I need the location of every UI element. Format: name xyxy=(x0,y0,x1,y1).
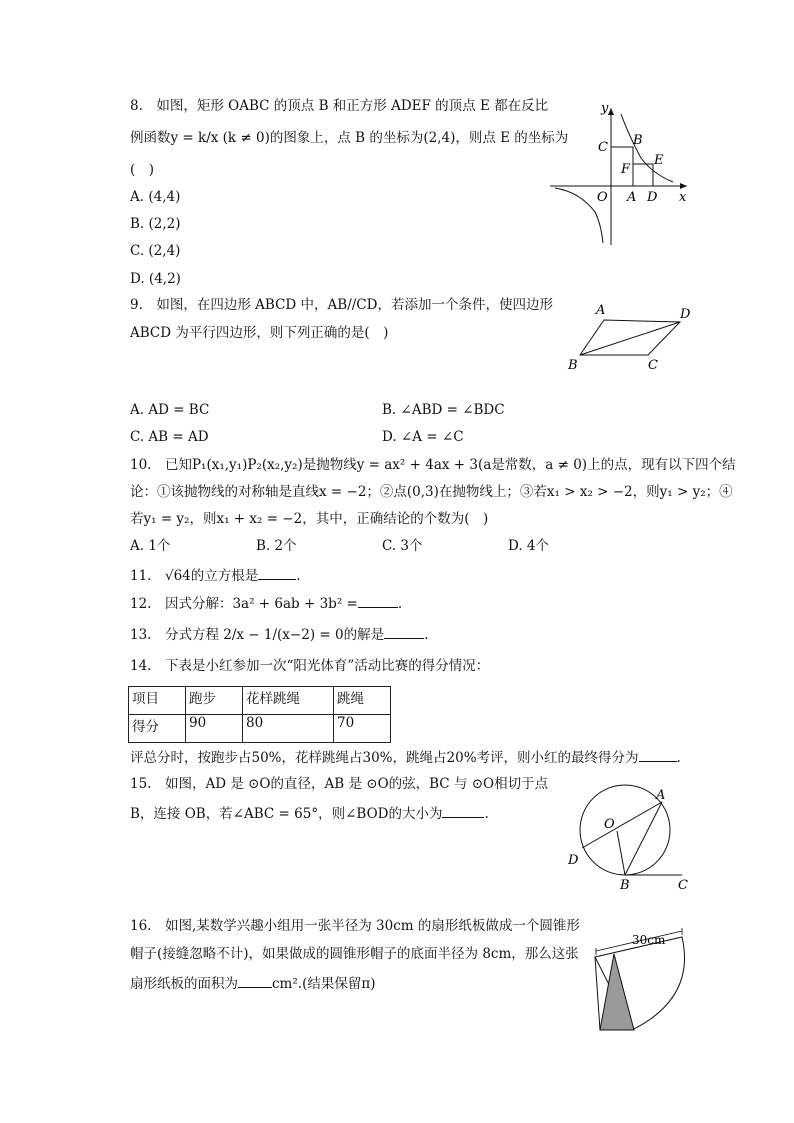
q8-label-d: D xyxy=(647,190,658,205)
q12-text: 12. 因式分解：3a² + 6ab + 3b² = xyxy=(130,596,358,612)
q14-line1: 14. 下表是小红参加一次“阳光体育”活动比赛的得分情况： xyxy=(130,658,490,674)
q8-formula: y = k/x (k ≠ 0) xyxy=(170,130,270,146)
q8-line2 xyxy=(130,130,568,146)
q13-text: 13. 分式方程 2/x − 1/(x−2) = 0的解是 xyxy=(130,627,385,643)
q8-option-a: A. (4,4) xyxy=(130,189,181,205)
q8-line3: ( ) xyxy=(130,162,155,178)
q15-figure xyxy=(560,780,700,895)
q15-label-d: D xyxy=(568,853,579,868)
q10-option-d: D. 4个 xyxy=(508,538,550,554)
q8-label-e: E xyxy=(654,153,664,168)
q14-end: . xyxy=(676,750,681,766)
q9-line2: ABCD 为平行四边形，则下列正确的是( ) xyxy=(130,325,389,341)
score-table xyxy=(128,686,391,743)
q8-line2c: 的图象上，点 B 的坐标为(2,4)，则点 E 的坐标为 xyxy=(269,130,569,146)
q8-label-x: x xyxy=(679,190,687,205)
q14-answer-blank[interactable] xyxy=(639,748,677,762)
q13 xyxy=(130,625,428,643)
q13-answer-blank[interactable] xyxy=(384,625,424,639)
q11-end: . xyxy=(296,568,301,584)
q16-line2: 帽子(接缝忽略不计)，如果做成的圆锥形帽子的底面半径为 8cm，那么这张 xyxy=(130,946,579,962)
q10-line2: 论：①该抛物线的对称轴是直线x = −2；②点(0,3)在抛物线上；③若x₁ > x₂ > −2，则y₁ > y₂；④ xyxy=(130,484,733,500)
table-cell: 90 xyxy=(186,715,243,743)
q16-figure xyxy=(592,920,702,1035)
table-row xyxy=(129,715,391,743)
q16-line1: 16. 如图,某数学兴趣小组用一张半径为 30cm 的扇形纸板做成一个圆锥形 xyxy=(130,918,580,934)
q15-line2-text: B，连接 OB，若∠ABC = 65°，则∠BOD的大小为 xyxy=(130,806,443,822)
q10-option-b: B. 2个 xyxy=(256,538,297,554)
table-header-cell: 跳绳 xyxy=(334,687,391,715)
table-header-cell: 项目 xyxy=(129,687,186,715)
q8-figure xyxy=(545,100,695,250)
q14-line2 xyxy=(130,748,681,766)
q9-label-d: D xyxy=(680,307,691,322)
q8-option-b: B. (2,2) xyxy=(130,216,181,232)
q16-line3-text: 扇形纸板的面积为 xyxy=(130,976,238,992)
table-cell: 得分 xyxy=(129,715,186,743)
q8-option-c: C. (2,4) xyxy=(130,243,181,259)
q9-figure xyxy=(562,300,702,380)
q10-line1: 10. 已知P₁(x₁,y₁)P₂(x₂,y₂)是抛物线y = ax² + 4ax + 3(a是常数，a ≠ 0)上的点，现有以下四个结 xyxy=(130,457,736,473)
q11-text: 11. √64的立方根是 xyxy=(130,568,259,584)
q8-label-a: A xyxy=(627,190,637,205)
q15-label-o: O xyxy=(604,817,615,832)
q9-line1: 9. 如图，在四边形 ABCD 中，AB//CD，若添加一个条件，使四边形 xyxy=(130,297,553,313)
q10-line3: 若y₁ = y₂，则x₁ + x₂ = −2，其中，正确结论的个数为( ) xyxy=(130,511,489,527)
q15-label-c: C xyxy=(678,878,688,893)
table-header-cell: 跑步 xyxy=(186,687,243,715)
q15-label-a: A xyxy=(656,788,666,803)
q9-option-b: B. ∠ABD = ∠BDC xyxy=(382,402,505,418)
q14-line2-text: 评总分时，按跑步占50%，花样跳绳占30%，跳绳占20%考评，则小红的最终得分为 xyxy=(130,750,639,766)
q12-answer-blank[interactable] xyxy=(358,594,398,608)
q11-answer-blank[interactable] xyxy=(258,566,296,580)
q10-option-a: A. 1个 xyxy=(130,538,171,554)
table-cell: 70 xyxy=(334,715,391,743)
q10-option-c: C. 3个 xyxy=(382,538,423,554)
q9-label-a: A xyxy=(596,303,606,318)
table-header-cell: 花样跳绳 xyxy=(243,687,334,715)
q16-label-30cm: 30cm xyxy=(632,933,666,947)
q15-line2 xyxy=(130,804,489,822)
table-row xyxy=(129,687,391,715)
q15-end: . xyxy=(484,806,489,822)
q15-line1: 15. 如图，AD 是 ⊙O的直径，AB 是 ⊙O的弦，BC 与 ⊙O相切于点 xyxy=(130,776,549,792)
q12 xyxy=(130,594,402,612)
q16-line3-end: cm².(结果保留π) xyxy=(272,976,376,992)
q8-line2a: 例函数 xyxy=(130,130,171,146)
q12-end: . xyxy=(397,596,403,612)
q9-label-b: B xyxy=(568,358,578,373)
q16-line3 xyxy=(130,974,375,992)
q13-end: . xyxy=(424,627,429,643)
q11 xyxy=(130,566,301,584)
q8-label-c: C xyxy=(598,140,608,155)
q16-answer-blank[interactable] xyxy=(238,974,272,988)
q9-option-c: C. AB = AD xyxy=(130,429,209,445)
q8-line1: 8. 如图，矩形 OABC 的顶点 B 和正方形 ADEF 的顶点 E 都在反比 xyxy=(130,98,549,114)
q15-answer-blank[interactable] xyxy=(442,804,484,818)
table-cell: 80 xyxy=(243,715,334,743)
q15-label-b: B xyxy=(620,878,630,893)
q8-label-b: B xyxy=(633,133,643,148)
q8-label-f: F xyxy=(621,162,631,177)
q8-label-y: y xyxy=(601,101,609,116)
q8-option-d: D. (4,2) xyxy=(130,271,181,287)
q9-option-a: A. AD = BC xyxy=(130,402,210,418)
q9-option-d: D. ∠A = ∠C xyxy=(382,429,464,445)
q8-label-o: O xyxy=(597,190,608,205)
q9-label-c: C xyxy=(648,358,658,373)
